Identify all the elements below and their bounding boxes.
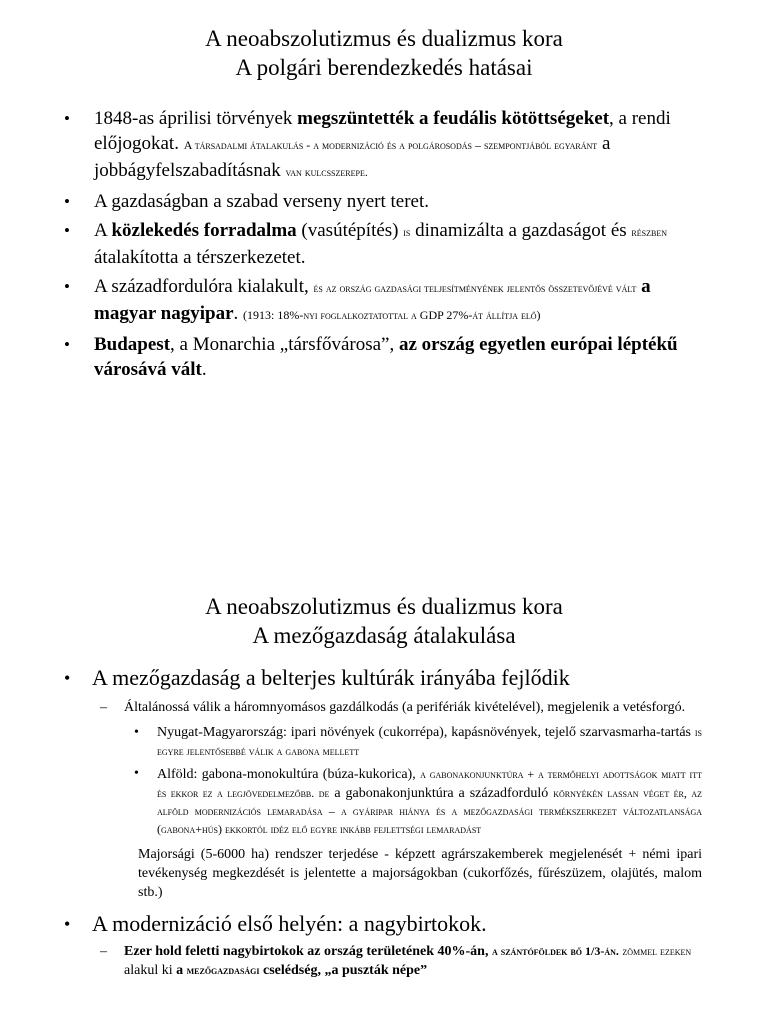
- paragraph-majorsag: Majorsági (5-6000 ha) rendszer terjedése - képzett agrárszakemberek megjelenését + némi ipari tevékenység megkezdését is jelentette a majorságokban (cukorfőzés, fűrészüzem, olajütés, malom stb.): [138, 847, 702, 900]
- sub-list-item: [0, 942, 768, 980]
- text-run: 1848-as áprilisi törvények: [94, 108, 298, 129]
- text-run: alakul ki: [124, 963, 177, 978]
- text-run-smallcaps: zömmel ezeken: [622, 944, 692, 958]
- text-run: Általánossá válik a háromnyomásos gazdálkodás (a perifériák kivételével), megjelenik a vetésforgó.: [124, 700, 686, 715]
- slide-title: [0, 592, 768, 650]
- text-run-bold: a magyar nagyipar: [94, 276, 651, 324]
- text-run-smallcaps: környékén lassan véget ér, az alföld modernizációs lemaradása – a gyáripar hiánya és a mezőgazdasági termékszerkezet változatlansága (gabona+hús) ekkortól idéz elő egyre inkább fejlettségi lemaradást: [157, 786, 702, 836]
- title-line-2: A mezőgazdaság átalakulása: [252, 623, 516, 648]
- text-run: Nyugat-Magyarország: ipari növények (cukorrépa), kapásnövények, tejelő szarvasmarha-tartás: [157, 725, 695, 740]
- slide-mezogazdasag-atalakulasa: [0, 580, 768, 1024]
- text-run: a jobbágyfelszabadításnak: [94, 133, 611, 181]
- text-run-bold: a: [176, 963, 187, 978]
- text-run-smallcaps: mezőgazdasági: [186, 963, 260, 977]
- list-item: [0, 189, 768, 214]
- bullet-icon: •: [64, 192, 70, 211]
- sub-list-item: [0, 698, 768, 717]
- bullet-icon: •: [134, 766, 139, 781]
- dash-icon: –: [100, 700, 107, 715]
- bullet-icon: •: [64, 277, 70, 296]
- bullet-icon: •: [64, 668, 71, 688]
- text-run-bold: közlekedés forradalma: [111, 220, 297, 241]
- text-run: A századfordulóra kialakult,: [94, 276, 314, 297]
- slide-polgari-berendezkedes: [0, 0, 768, 500]
- text-run-bold: cselédség, „a puszták népe”: [259, 963, 428, 978]
- text-run-smallcaps: (1913: 18%-nyi foglalkoztatottal a GDP 27%-át állítja elő): [243, 308, 541, 322]
- text-run: A modernizáció első helyén: a nagybirtokok.: [92, 911, 487, 936]
- text-run: (vasútépítés): [296, 220, 404, 241]
- text-run-bold: az ország egyetlen európai léptékű városává vált: [94, 334, 678, 380]
- text-run-smallcaps: részben: [631, 225, 667, 239]
- slide-title: [0, 24, 768, 82]
- text-run: A mezőgazdaság a belterjes kultúrák irányába fejlődik: [92, 665, 570, 690]
- bullet-list: [0, 106, 768, 386]
- text-run-bold: Budapest: [94, 334, 171, 355]
- list-item: [0, 106, 768, 185]
- bullet-icon: •: [134, 725, 139, 740]
- sub-sub-list-item: [0, 723, 768, 761]
- list-item: [0, 218, 768, 270]
- text-run: A gazdaságban a szabad verseny nyert teret.: [94, 191, 429, 212]
- list-item: [0, 664, 768, 692]
- dash-icon: –: [100, 944, 107, 959]
- text-run: , a rendi előjogokat.: [94, 108, 671, 154]
- text-run-smallcaps: is: [403, 225, 411, 239]
- text-run-smallcaps: a gabonakonjunktúra + a termőhelyi adottságok miatt itt és ekkor ez a legjövedelmezőbb. de: [157, 767, 702, 800]
- text-run: Alföld: gabona-monokultúra (búza-kukorica),: [157, 767, 421, 782]
- text-run: dinamizálta a gazdaságot és: [410, 220, 632, 241]
- text-run-smallcaps: a szántóföldek bő 1/3-án.: [491, 944, 619, 958]
- bullet-icon: •: [64, 335, 70, 354]
- bullet-icon: •: [64, 109, 70, 128]
- list-item: [0, 332, 768, 382]
- text-run: .: [201, 359, 207, 380]
- text-run-smallcaps: A társadalmi átalakulás - a modernizáció és a polgárosodás – szempontjából egyaránt: [183, 138, 598, 152]
- text-run: A: [94, 220, 112, 241]
- bullet-icon: •: [64, 221, 70, 240]
- text-run: .: [233, 303, 244, 324]
- sub-sub-list-item: [0, 765, 768, 839]
- text-run: , a Monarchia „társfővárosa”,: [170, 334, 399, 355]
- text-run: a gabonakonjunktúra a századforduló: [329, 786, 554, 801]
- title-line-1: A neoabszolutizmus és dualizmus kora: [205, 594, 563, 619]
- list-item: [0, 910, 768, 938]
- text-run-smallcaps: is egyre jelentősebbé válik a gabona mellett: [157, 725, 702, 758]
- title-line-1: A neoabszolutizmus és dualizmus kora: [205, 26, 563, 51]
- text-run-bold: megszüntették a feudális kötöttségeket: [297, 108, 610, 129]
- title-line-2: A polgári berendezkedés hatásai: [235, 55, 533, 80]
- bullet-list: [0, 664, 768, 980]
- text-run-smallcaps: és az ország gazdasági teljesítményének jelentős összetevőjévé vált: [313, 281, 637, 295]
- bullet-icon: •: [64, 914, 71, 934]
- text-run-bold: Ezer hold feletti nagybirtokok az ország területének 40%-án,: [124, 944, 492, 959]
- list-item: [0, 274, 768, 328]
- text-run: átalakította a térszerkezetet.: [94, 247, 306, 268]
- text-run-smallcaps: van kulcsszerepe.: [285, 165, 368, 179]
